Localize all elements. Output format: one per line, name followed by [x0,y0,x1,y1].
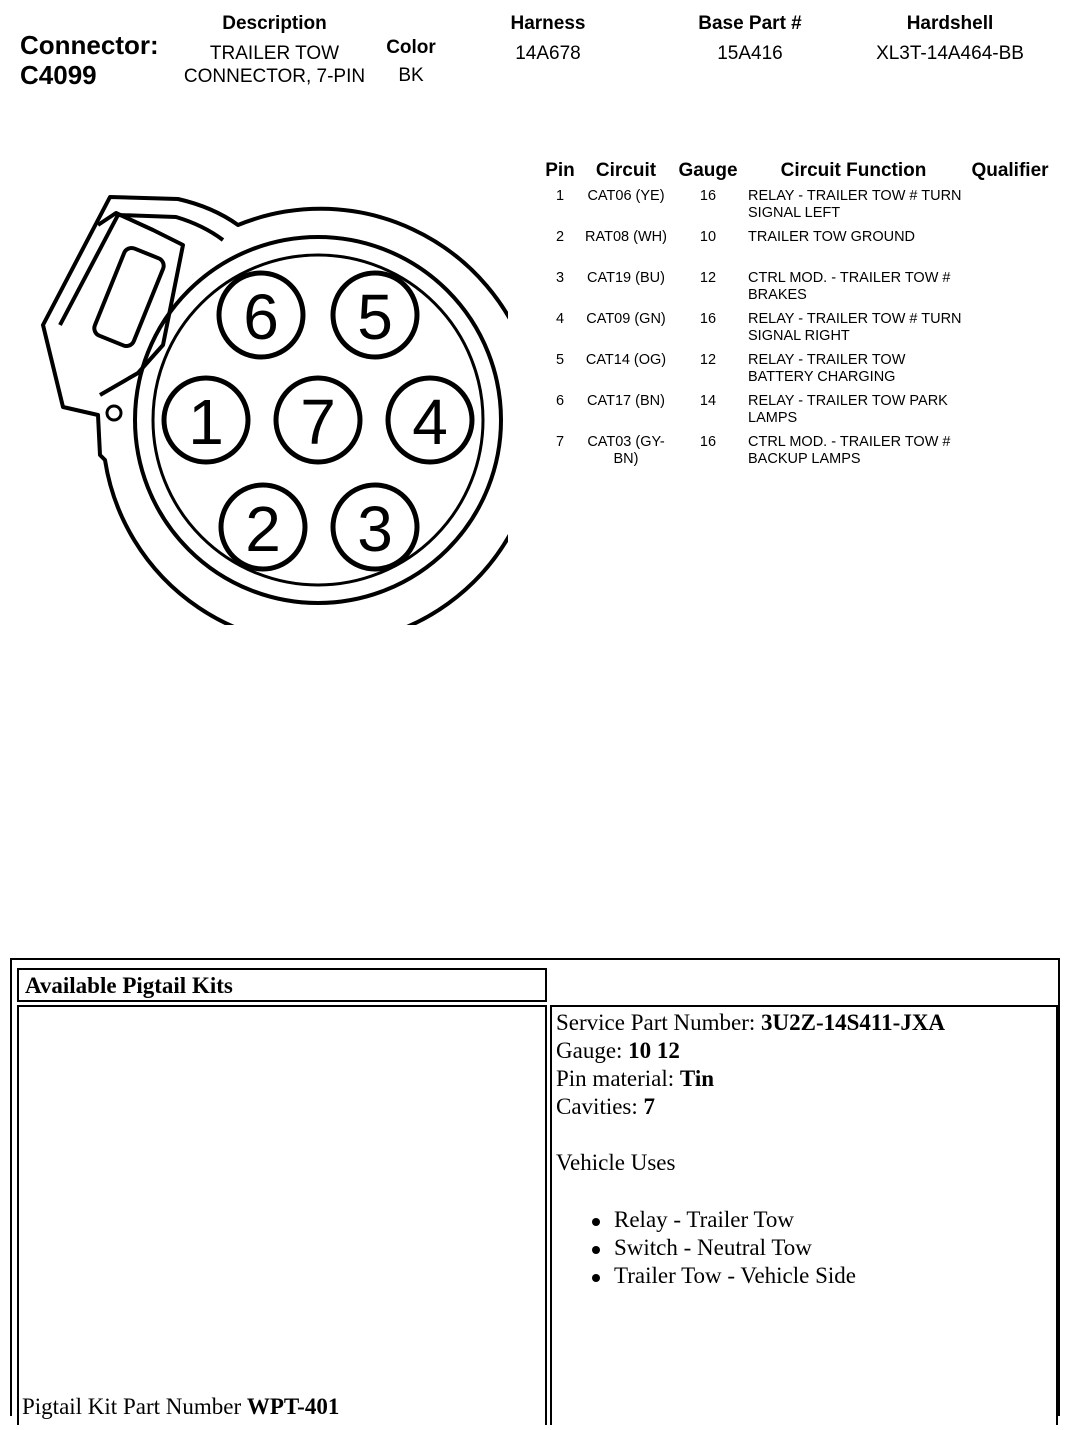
color-value: BK [398,65,424,86]
harness-value: 14A678 [515,43,581,64]
harness-label: Harness [510,13,586,34]
pin-cell-function: RELAY - TRAILER TOW # TURN SIGNAL RIGHT [748,311,962,344]
pin-cell-function: CTRL MOD. - TRAILER TOW # BRAKES [748,270,951,303]
pin-cavity-label: 5 [357,281,393,353]
connector-face-diagram [38,185,508,625]
pin-table-body [536,188,1056,475]
pin-cell-function: RELAY - TRAILER TOW PARK LAMPS [748,393,948,426]
pin-cell-circuit: RAT08 (WH) [585,229,667,245]
hardshell-label: Hardshell [906,13,994,34]
gauge-label: Gauge: [556,1038,623,1063]
pin-cell-gauge: 16 [699,311,717,327]
pin-table-row [536,270,1056,311]
header-qualifier: Qualifier [971,160,1049,181]
pin-cell-function: CTRL MOD. - TRAILER TOW # BACKUP LAMPS [748,434,951,467]
header-circuit: Circuit [595,160,657,181]
connector-id: C4099 [20,60,97,90]
pin-cavity-label: 1 [188,386,224,458]
harness-column [478,12,618,65]
pin-cell-pin: 1 [555,188,565,204]
pin-table-row [536,188,1056,229]
pin-table-row [536,229,1056,270]
pin-cavity-label: 3 [357,493,393,565]
kit-part-label: Pigtail Kit Part Number [22,1394,242,1419]
pin-cell-circuit: CAT09 (GN) [586,311,666,327]
pin-cell-gauge: 12 [699,352,717,368]
cavities-label: Cavities: [556,1094,638,1119]
connector-housing-inner-outline [60,215,223,325]
pin-cavities [164,273,472,569]
pin-table-row [536,393,1056,434]
pin-cell-function: RELAY - TRAILER TOW # TURN SIGNAL LEFT [748,188,962,221]
gauge-line [556,1037,680,1065]
cavities-value: 7 [643,1094,656,1119]
vehicle-use-item: Relay - Trailer Tow [592,1206,856,1234]
pin-table-header [536,160,1056,188]
pin-material-value: Tin [679,1066,715,1091]
kit-part-value: WPT-401 [246,1394,340,1419]
pin-cell-gauge: 16 [699,434,717,450]
pin-cell-function: RELAY - TRAILER TOW BATTERY CHARGING [748,352,906,385]
header-pin: Pin [545,160,575,181]
pigtail-kits-table [10,958,1060,1419]
pin-cavity-label: 2 [245,493,281,565]
cavities-line [556,1093,655,1121]
basepart-column [680,12,820,65]
description-value: TRAILER TOW CONNECTOR, 7-PIN [183,43,366,87]
pin-cell-pin: 4 [555,311,565,327]
header-circuit-function: Circuit Function [780,160,927,181]
pin-cavity-label: 7 [300,386,336,458]
pin-cell-circuit: CAT19 (BU) [587,270,665,286]
pin-cavity-label: 4 [412,386,448,458]
pin-cell-gauge: 12 [699,270,717,286]
header-gauge: Gauge [678,160,738,181]
pin-cell-circuit: CAT17 (BN) [587,393,665,409]
pin-cell-pin: 3 [555,270,565,286]
pin-cell-gauge: 16 [699,188,717,204]
basepart-label: Base Part # [698,13,802,34]
hardshell-column [850,12,1050,65]
connector-label: Connector: [20,30,159,60]
connector-heading [20,30,159,90]
kit-part-number [22,1394,339,1420]
kits-title-cell [17,968,547,1002]
service-part-line [556,1009,945,1037]
pin-cell-pin: 2 [555,229,565,245]
kits-title: Available Pigtail Kits [25,973,233,998]
pin-cell-pin: 6 [555,393,565,409]
description-label: Description [222,13,327,34]
mounting-hole [107,406,121,420]
kit-details-cell [550,1005,1058,1425]
latch-tab-outline [98,213,183,395]
kit-image-cell [17,1005,547,1425]
pin-cell-gauge: 10 [699,229,717,245]
pin-material-line [556,1065,714,1093]
vehicle-use-item: Switch - Neutral Tow [592,1234,856,1262]
color-column [370,36,452,87]
pin-cell-circuit: CAT03 (GY-BN) [587,434,665,467]
basepart-value: 15A416 [717,43,783,64]
vehicle-uses-title: Vehicle Uses [556,1150,676,1175]
pin-table-row [536,434,1056,475]
vehicle-use-item: Trailer Tow - Vehicle Side [592,1262,856,1290]
service-part-value: 3U2Z-14S411-JXA [761,1010,946,1035]
color-label: Color [386,37,436,58]
vehicle-uses-list [592,1206,856,1290]
pin-table-row [536,311,1056,352]
pin-table [536,160,1056,475]
pin-table-row [536,352,1056,393]
service-part-label: Service Part Number: [556,1010,756,1035]
description-column [182,12,367,88]
pin-cavity-label: 6 [243,281,279,353]
pin-cell-circuit: CAT14 (OG) [585,352,667,368]
pin-cell-pin: 7 [555,434,565,450]
hardshell-value: XL3T-14A464-BB [876,43,1024,64]
gauge-value: 10 12 [628,1038,680,1063]
pin-cell-pin: 5 [555,352,565,368]
pin-cell-gauge: 14 [699,393,717,409]
pin-material-label: Pin material: [556,1066,675,1091]
pin-cell-function: TRAILER TOW GROUND [748,229,916,245]
pin-cell-circuit: CAT06 (YE) [587,188,665,204]
